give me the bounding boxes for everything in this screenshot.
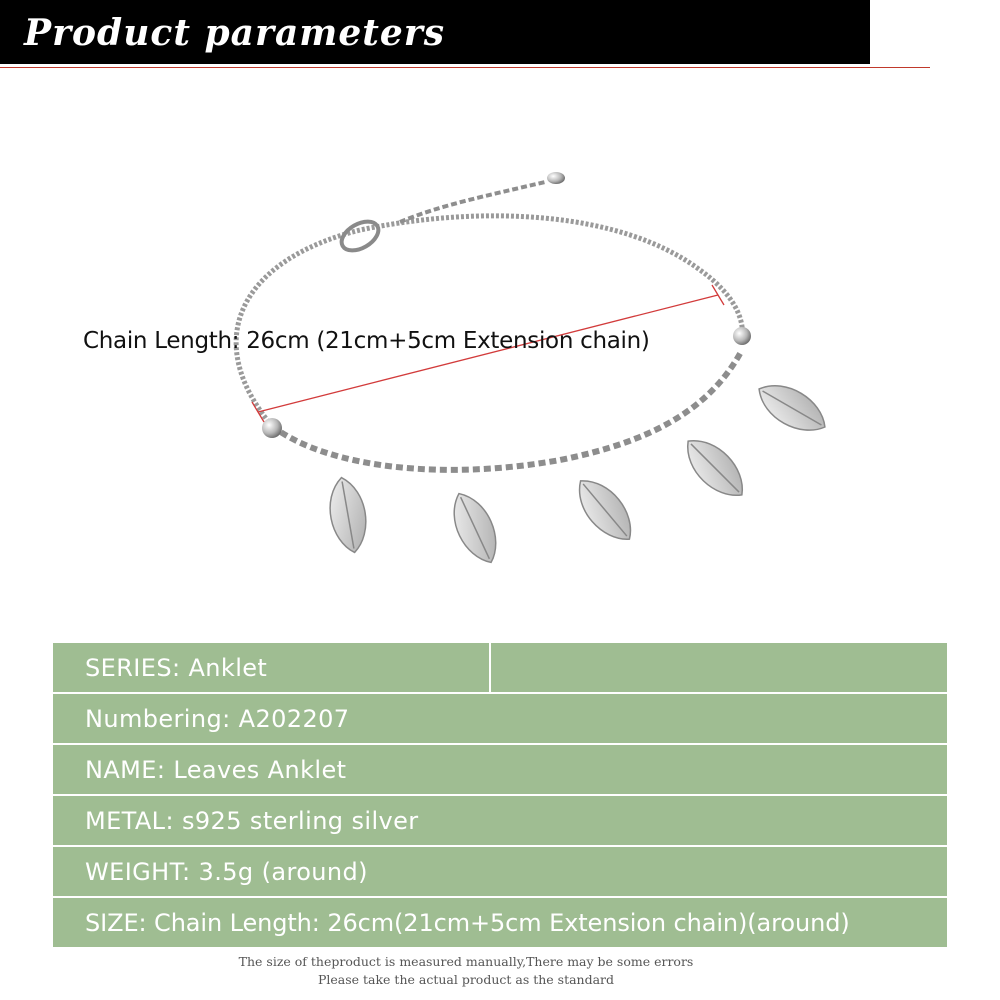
spec-row-name [53, 745, 947, 794]
bead-left [262, 418, 282, 438]
spec-row-size [53, 898, 947, 947]
spec-row-metal [53, 796, 947, 845]
leaf-charm-4 [676, 429, 754, 507]
spec-row-numbering [53, 694, 947, 743]
ball-chain [236, 216, 742, 426]
row-divider [489, 643, 491, 692]
chain-drop-end [547, 172, 565, 184]
spec-numbering: Numbering: A202207 [85, 704, 350, 733]
header-bar [0, 0, 870, 64]
spec-name: NAME: Leaves Anklet [85, 755, 347, 784]
specs-table [53, 643, 947, 949]
page-title: Product parameters [24, 12, 446, 54]
spec-size: SIZE: Chain Length: 26cm(21cm+5cm Extension chain)(around) [85, 908, 850, 937]
spec-weight: WEIGHT: 3.5g (around) [85, 857, 368, 886]
leaf-charm-3 [567, 470, 642, 550]
link-chain [272, 350, 742, 470]
footnote-line-1: The size of theproduct is measured manually,There may be some errors [238, 954, 694, 969]
measurement-footnote [0, 953, 932, 989]
leaf-charm-2 [443, 486, 506, 569]
spec-series: SERIES: Anklet [85, 653, 268, 682]
leaf-charm-1 [324, 475, 371, 556]
chain-length-label: Chain Length: 26cm (21cm+5cm Extension chain) [83, 328, 650, 354]
anklet-product-image [0, 150, 1000, 600]
header-underline [0, 67, 930, 68]
bead-right [733, 327, 751, 345]
lobster-clasp [337, 216, 384, 257]
footnote-line-2: Please take the actual product as the standard [317, 972, 615, 987]
spec-row-series [53, 643, 947, 692]
spec-row-weight [53, 847, 947, 896]
spec-metal: METAL: s925 sterling silver [85, 806, 419, 835]
leaf-charm-5 [750, 374, 833, 442]
